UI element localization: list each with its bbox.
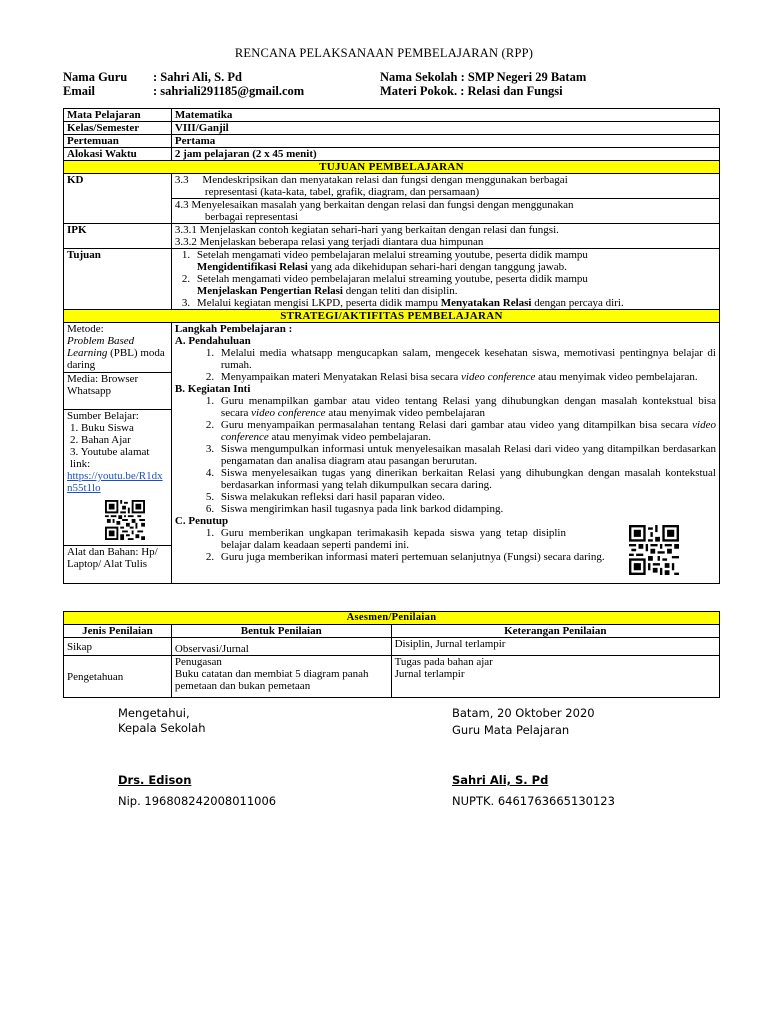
info-value: 2 jam pelajaran (2 x 45 menit) [171,148,719,161]
sign-right-role: Guru Mata Pelajaran [452,723,570,737]
teacher-name: Nama Guru : Sahri Ali, S. Pd [63,70,242,84]
school-name: Nama Sekolah : SMP Negeri 29 Batam [380,70,587,84]
info-row [64,148,720,161]
list-item: 6. Siswa mengirimkan hasil tugasnya pada link barkod didamping. [217,503,566,515]
sumber-cell: Sumber Belajar: 1. Buku Siswa 2. Bahan Ajar 3. Youtube alamat link: https://youtu.be/R1dxn55t1lo [64,410,171,546]
langkah-cell: Langkah Pembelajaran : A. Pendahuluan 1. Melalui media whatsapp mengucapkan salam, mengecek kesehatan siswa, memotivasi pentingnya belajar di rumah. 2. Menyampaikan materi Menyatakan Relasi bisa secara video conference atau menyimak video pembelajaran. B. Kegiatan Inti 1. Guru menampilkan gambar atau video tentang Relasi yang dihubungkan dengan masalah kontekstual bisa secara video conference atau menyimak video pembelajaran 2. Guru menyampaikan permasalahan tentang Relasi dari gambar atau video yang ditampilkan bisa secara video conference atau menyimak video pembelajaran. 3. Siswa mengumpulkan informasi untuk menyelesaikan masalah Relasi dari video yang ditampilkan berdasarkan pengamatan dan analisa diagram atau pasangan berurutan. 4. Siswa menyelesaikan tugas yang dinerikan berkaitan Relasi yang dihubungkan dengan masalah kontekstual berdasarkan informasi yang telah dikumpulkan secara daring. 5. Siswa melakukan refleksi dari hasil paparan video. 6. Siswa mengirimkan hasil tugasnya pada link barkod didamping. C. Penutup 1. Guru memberikan ungkapan terimakasih kepada siswa yang tetap disiplin belajar dalam keadaan seperti pandemi ini. 2. Guru juga memberikan informasi materi pertemuan selanjutnya (Fungsi) secara daring. [171,323,719,584]
youtube-link[interactable]: https://youtu.be/R1dxn55t1lo [67,470,163,494]
teacher-nuptk: NUPTK. 6461763665130123 [452,794,615,808]
kd-item-1: 3.3 Mendeskripsikan dan menyatakan relasi dan fungsi dengan menggunakan berbagai representasi (kata-kata, tabel, grafik, diagram, dan persamaan) [171,174,719,199]
info-label: Kelas/Semester [64,122,172,135]
principal-name: Drs. Edison [118,773,192,787]
tujuan-label: Tujuan [64,249,172,310]
left-column [64,323,172,584]
kd-item-2: 4.3 Menyelesaikan masalah yang berkaitan dengan relasi dan fungsi dengan menggunakan berbagai representasi [171,199,719,224]
info-row [64,122,720,135]
list-item: 2. Menyampaikan materi Menyatakan Relasi bisa secara video conference atau menyimak video pembelajaran. [217,371,716,383]
principal-nip: Nip. 196808242008011006 [118,794,277,808]
section-header-asesmen: Asesmen/Penilaian [64,612,720,625]
ipk-label: IPK [64,224,172,249]
rpp-table [63,108,720,584]
info-row [64,109,720,122]
section-header-tujuan: TUJUAN PEMBELAJARAN [64,161,720,174]
table-row: Sikap Observasi/Jurnal Disiplin, Jurnal terlampir [64,638,720,656]
sign-left-label: Mengetahui, [118,706,190,720]
list-item: 1. Melalui media whatsapp mengucapkan salam, mengecek kesehatan siswa, memotivasi pentingnya belajar di rumah. [217,347,716,371]
info-row [64,135,720,148]
list-item: 3. Siswa mengumpulkan informasi untuk menyelesaikan masalah Relasi dari video yang ditampilkan berdasarkan pengamatan dan analisa diagram atau pasangan berurutan. [217,443,716,467]
info-label: Pertemuan [64,135,172,148]
qr-code-icon[interactable] [105,500,145,540]
section-header-strategi: STRATEGI/AKTIFITAS PEMBELAJARAN [64,310,720,323]
list-item: 3. Melalui kegiatan mengisi LKPD, peserta didik mampu Menyatakan Relasi dengan percaya diri. [193,297,716,309]
info-label: Mata Pelajaran [64,109,172,122]
list-item: 1. Guru memberikan ungkapan terimakasih kepada siswa yang tetap disiplin belajar dalam keadaan seperti pandemi ini. [217,527,566,551]
tujuan-items [171,249,719,310]
list-item: 1. Setelah mengamati video pembelajaran melalui streaming youtube, peserta didik mampu Mengidentifikasi Relasi yang ada dikehidupan sehari-hari dengan tanggung jawab. [193,249,716,273]
column-header: Bentuk Penilaian [171,625,391,638]
list-item: 2. Guru menyampaikan permasalahan tentang Relasi dari gambar atau video yang ditampilkan bisa secara video conference atau menyimak video pembelajaran. [217,419,716,443]
ipk-items: 3.3.1 Menjelaskan contoh kegiatan sehari-hari yang berkaitan dengan relasi dan fungsi. 3.3.2 Menjelaskan beberapa relasi yang terjadi diantara dua himpunan [171,224,719,249]
list-item: 4. Siswa menyelesaikan tugas yang dinerikan berkaitan Relasi yang dihubungkan dengan masalah kontekstual berdasarkan informasi yang telah dikumpulkan secara daring. [217,467,716,491]
sign-left-role: Kepala Sekolah [118,721,206,735]
list-item: 2. Guru juga memberikan informasi materi pertemuan selanjutnya (Fungsi) secara daring. [217,551,716,563]
column-header: Jenis Penilaian [64,625,172,638]
kd-label: KD [64,174,172,224]
list-item: 1. Guru menampilkan gambar atau video tentang Relasi yang dihubungkan dengan masalah kontekstual bisa secara video conference atau menyimak video pembelajaran [217,395,716,419]
teacher-email: Email : sahriali291185@gmail.com [63,84,305,98]
info-label: Alokasi Waktu [64,148,172,161]
list-item: 2. Setelah mengamati video pembelajaran melalui streaming youtube, peserta didik mampu Menjelaskan Pengertian Relasi dengan teliti dan disiplin. [193,273,716,297]
table-row: Pengetahuan Penugasan Buku catatan dan membiat 5 diagram panah pemetaan dan bukan pemetaan Tugas pada bahan ajar Jurnal terlampir [64,656,720,698]
alat-cell: Alat dan Bahan: Hp/ Laptop/ Alat Tulis [67,546,158,570]
info-value: Matematika [171,109,719,122]
column-header: Keterangan Penilaian [391,625,719,638]
media-cell: Media: Browser Whatsapp [64,373,171,410]
sign-date: Batam, 20 Oktober 2020 [452,706,595,720]
list-item: 5. Siswa melakukan refleksi dari hasil paparan video. [217,491,566,503]
qr-code-icon[interactable] [629,525,679,575]
subject-matter: Materi Pokok. : Relasi dan Fungsi [380,84,563,98]
info-value: Pertama [171,135,719,148]
teacher-sign-name: Sahri Ali, S. Pd [452,773,549,787]
metode-cell: Metode: Problem Based Learning (PBL) moda daring [64,323,171,373]
info-value: VIII/Ganjil [171,122,719,135]
document-title: RENCANA PELAKSANAAN PEMBELAJARAN (RPP) [234,46,534,60]
asesmen-table [63,611,720,698]
